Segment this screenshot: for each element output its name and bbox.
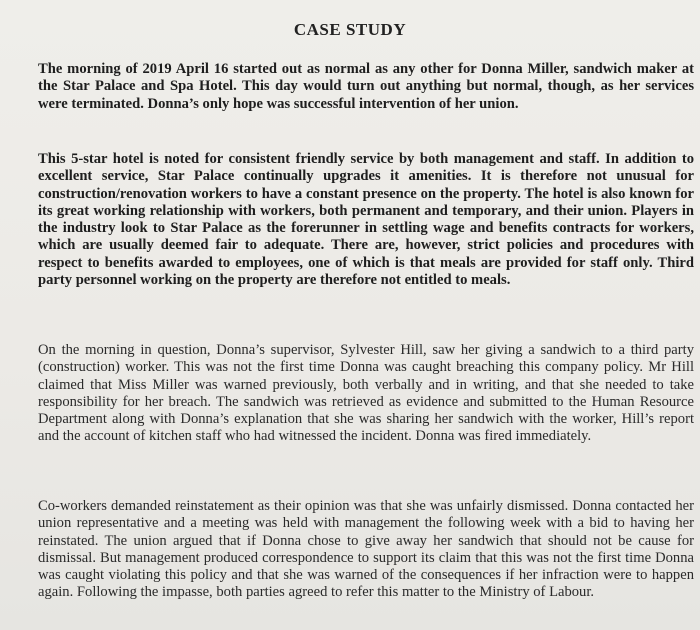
paragraph-3: On the morning in question, Donna’s supervisor, Sylvester Hill, saw her giving a sandwich to a third party (construction) worker. This was not the first time Donna was caught breaching this company policy. Mr Hill claimed that Miss Miller was warned previously, both verbally and in writing, and that she needed to take responsibility for her breach. The sandwich was retrieved as evidence and submitted to the Human Resource Department along with Donna’s explanation that she was sharing her sandwich with the worker, Hill’s report and the account of kitchen staff who had witnessed the incident. Donna was fired immediately. — [38, 342, 694, 445]
paragraph-4: Co-workers demanded reinstatement as their opinion was that she was unfairly dismissed. Donna contacted her union representative and a meeting was held with management the following week with a bid to having her reinstated. The union argued that if Donna chose to give away her sandwich that should not be cause for dismissal. But management produced correspondence to support its claim that this was not the first time Donna was caught violating this policy and that she was warned of the consequences if her infraction were to happen again. Following the impasse, both parties agreed to refer this matter to the Ministry of Labour. — [38, 498, 694, 601]
paragraph-2: This 5-star hotel is noted for consistent friendly service by both management and staff. In addition to excellent service, Star Palace continually upgrades it amenities. It is therefore not unusual for construction/renovation workers to have a constant presence on the property. The hotel is also known for its great working relationship with workers, both permanent and temporary, and their union. Players in the industry look to Star Palace as the forerunner in settling wage and benefits contracts for workers, which are usually deemed fair to adequate. There are, however, strict policies and procedures with respect to benefits awarded to employees, one of which is that meals are provided for staff only. Third party personnel working on the property are therefore not entitled to meals. — [38, 151, 694, 289]
paragraph-1: The morning of 2019 April 16 started out as normal as any other for Donna Miller, sandwich maker at the Star Palace and Spa Hotel. This day would turn out anything but normal, though, as her services were terminated. Donna’s only hope was successful intervention of her union. — [38, 61, 694, 112]
case-study-heading: CASE STUDY — [293, 20, 407, 39]
